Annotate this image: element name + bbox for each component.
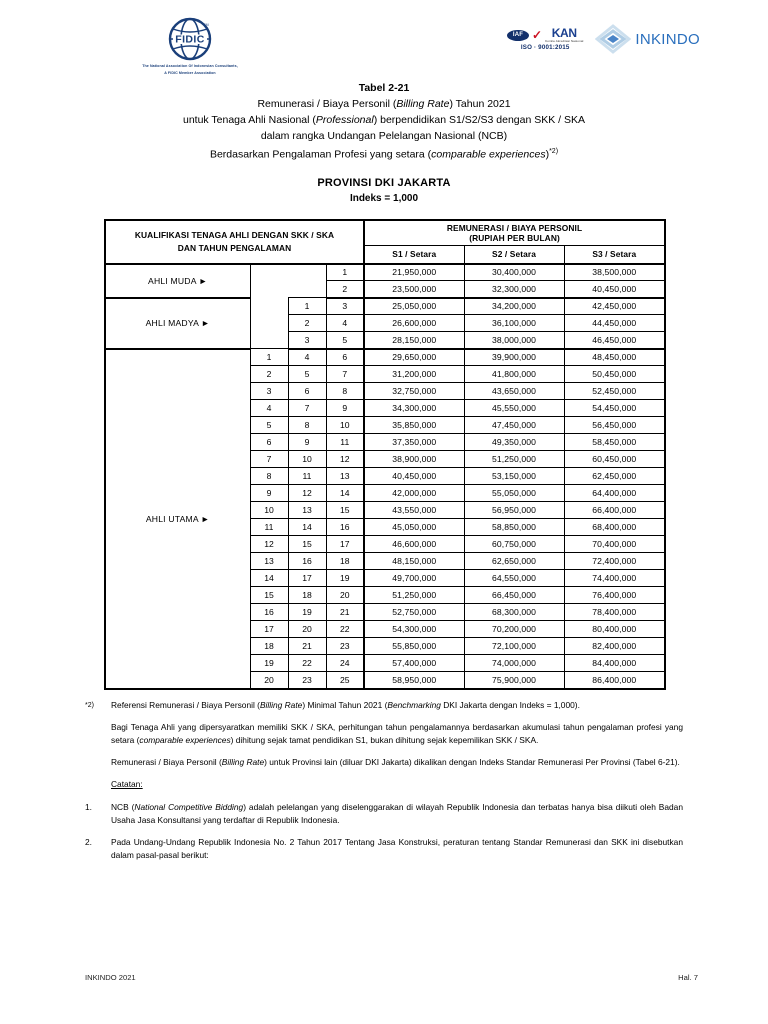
- year-col-muda: 20: [326, 587, 364, 604]
- rate-cell-s2: 56,950,000: [464, 502, 564, 519]
- table-body: [105, 264, 665, 689]
- year-col-utama: 2: [250, 366, 288, 383]
- footnote-text: [111, 699, 683, 712]
- footnote-italic-benchmarking: Benchmarking: [387, 699, 441, 710]
- year-col-madya: 22: [288, 655, 326, 672]
- rate-cell-s3: 38,500,000: [564, 264, 665, 281]
- rate-cell-s3: 40,450,000: [564, 281, 665, 298]
- year-col-madya: 23: [288, 672, 326, 689]
- rate-cell-s1: 48,150,000: [364, 553, 464, 570]
- year-col-madya: 19: [288, 604, 326, 621]
- rate-cell-s1: 43,550,000: [364, 502, 464, 519]
- year-col-madya: 3: [288, 332, 326, 349]
- paragraph-2-a: Remunerasi / Biaya Personil (: [111, 757, 222, 768]
- footnote-a: Referensi Remunerasi / Biaya Personil (: [111, 699, 260, 710]
- rate-cell-s3: 56,450,000: [564, 417, 665, 434]
- year-col-utama: 8: [250, 468, 288, 485]
- svg-text:TM: TM: [203, 23, 209, 27]
- rate-cell-s1: 32,750,000: [364, 383, 464, 400]
- year-col-madya: 1: [288, 298, 326, 315]
- table-number: Tabel 2-21: [358, 82, 410, 94]
- year-col-madya: 18: [288, 587, 326, 604]
- fidic-globe-icon: [167, 16, 213, 62]
- rate-cell-s1: 58,950,000: [364, 672, 464, 689]
- title-line1-a: Remunerasi / Biaya Personil (: [257, 98, 397, 110]
- kan-wordmark: KAN: [551, 26, 577, 40]
- title-footnote-marker: *2): [549, 148, 559, 155]
- fidic-subtitle-line2: A FIDIC Member Association: [164, 71, 216, 76]
- title-line2-a: untuk Tenaga Ahli Nasional (: [183, 114, 316, 126]
- title-line1-b: ) Tahun 2021: [449, 98, 511, 110]
- paragraph-2-spacer: [85, 756, 111, 769]
- footnote-row: [85, 699, 683, 712]
- catatan-item-2: [85, 836, 683, 862]
- year-col-utama: 15: [250, 587, 288, 604]
- catatan-heading-row: [85, 778, 683, 791]
- year-col-madya: 13: [288, 502, 326, 519]
- year-col-muda: 25: [326, 672, 364, 689]
- year-col-utama: 4: [250, 400, 288, 417]
- title-line-3: dalam rangka Undangan Pelelangan Nasional (NCB): [260, 130, 508, 142]
- year-col-utama: 16: [250, 604, 288, 621]
- year-col-muda: 7: [326, 366, 364, 383]
- table-row: [105, 298, 665, 315]
- year-col-utama: 9: [250, 485, 288, 502]
- year-col-madya: 21: [288, 638, 326, 655]
- catatan-item-1-text: [111, 801, 683, 827]
- header-col-s3: S3 / Setara: [564, 246, 665, 264]
- rate-cell-s1: 45,050,000: [364, 519, 464, 536]
- title-line-2: [0, 112, 768, 128]
- catatan-heading: Catatan:: [111, 779, 143, 790]
- rate-cell-s2: 41,800,000: [464, 366, 564, 383]
- rate-cell-s1: 25,050,000: [364, 298, 464, 315]
- rate-cell-s2: 30,400,000: [464, 264, 564, 281]
- year-col-muda: 4: [326, 315, 364, 332]
- rate-cell-s1: 37,350,000: [364, 434, 464, 451]
- rate-cell-s3: 60,450,000: [564, 451, 665, 468]
- kan-check-icon: ✓: [532, 28, 543, 42]
- rate-cell-s1: 54,300,000: [364, 621, 464, 638]
- kan-tagline: Komite Akreditasi Nasional: [545, 39, 584, 43]
- year-col-madya: 10: [288, 451, 326, 468]
- year-col-madya: 2: [288, 315, 326, 332]
- year-col-muda: 24: [326, 655, 364, 672]
- year-col-utama: 19: [250, 655, 288, 672]
- rate-cell-s1: 52,750,000: [364, 604, 464, 621]
- paragraph-1: [111, 721, 683, 747]
- year-col-utama: 20: [250, 672, 288, 689]
- year-col-madya: 11: [288, 468, 326, 485]
- province-name: PROVINSI DKI JAKARTA: [317, 176, 451, 189]
- footnote-b: ) Minimal Tahun 2021 (: [302, 699, 388, 710]
- year-col-madya: [288, 281, 326, 298]
- page-footer: [85, 973, 698, 982]
- footnote-c: DKI Jakarta dengan Indeks = 1,000).: [440, 699, 580, 710]
- rate-cell-s2: 66,450,000: [464, 587, 564, 604]
- rate-cell-s1: 35,850,000: [364, 417, 464, 434]
- catatan-item-2-text: Pada Undang-Undang Republik Indonesia No. 2 Tahun 2017 Tentang Jasa Konstruksi, peraturan tentang Standar Remunerasi dan SKK ini disebutkan dalam pasal-pasal berikut:: [111, 836, 683, 861]
- year-col-muda: 9: [326, 400, 364, 417]
- rate-cell-s2: 68,300,000: [464, 604, 564, 621]
- footer-left: INKINDO 2021: [85, 973, 136, 982]
- rate-cell-s3: 64,400,000: [564, 485, 665, 502]
- inkindo-logo: [595, 24, 700, 54]
- title-line4-italic: comparable experiences: [431, 148, 546, 161]
- rate-cell-s3: 62,450,000: [564, 468, 665, 485]
- table-header-row-1: [105, 220, 665, 246]
- title-line4-b: ): [545, 148, 550, 161]
- year-col-utama: 1: [250, 349, 288, 366]
- year-col-madya: 9: [288, 434, 326, 451]
- rate-cell-s1: 26,600,000: [364, 315, 464, 332]
- year-col-utama: 3: [250, 383, 288, 400]
- rate-cell-s1: 40,450,000: [364, 468, 464, 485]
- rate-cell-s3: 76,400,000: [564, 587, 665, 604]
- year-col-madya: 7: [288, 400, 326, 417]
- rate-cell-s2: 32,300,000: [464, 281, 564, 298]
- rate-cell-s3: 52,450,000: [564, 383, 665, 400]
- rate-cell-s2: 58,850,000: [464, 519, 564, 536]
- year-col-utama: 10: [250, 502, 288, 519]
- year-col-muda: 8: [326, 383, 364, 400]
- header-remuneration: [364, 220, 665, 246]
- rate-cell-s3: 78,400,000: [564, 604, 665, 621]
- svg-text:FIDIC: FIDIC: [175, 33, 205, 46]
- table-head: [105, 220, 665, 264]
- rate-cell-s1: 29,650,000: [364, 349, 464, 366]
- rate-cell-s2: 60,750,000: [464, 536, 564, 553]
- rate-cell-s2: 45,550,000: [464, 400, 564, 417]
- year-col-madya: 12: [288, 485, 326, 502]
- kan-accreditation-logo: [507, 27, 583, 51]
- year-col-utama: 13: [250, 553, 288, 570]
- year-col-utama: 18: [250, 638, 288, 655]
- year-col-utama: [250, 315, 288, 332]
- province-index: Indeks = 1,000: [349, 192, 419, 204]
- year-col-madya: 4: [288, 349, 326, 366]
- year-col-madya: 14: [288, 519, 326, 536]
- year-col-muda: 6: [326, 349, 364, 366]
- page-header: [0, 0, 768, 74]
- year-col-madya: [288, 264, 326, 281]
- province-block: [0, 175, 768, 206]
- year-col-muda: 13: [326, 468, 364, 485]
- year-col-madya: 5: [288, 366, 326, 383]
- rate-cell-s3: 48,450,000: [564, 349, 665, 366]
- year-col-muda: 23: [326, 638, 364, 655]
- rate-cell-s3: 70,400,000: [564, 536, 665, 553]
- year-col-utama: 17: [250, 621, 288, 638]
- table-row: [105, 264, 665, 281]
- rate-cell-s3: 82,400,000: [564, 638, 665, 655]
- year-col-utama: 7: [250, 451, 288, 468]
- rate-cell-s2: 53,150,000: [464, 468, 564, 485]
- rate-cell-s1: 42,000,000: [364, 485, 464, 502]
- right-logo-group: [507, 24, 700, 54]
- notes-section: [85, 699, 683, 863]
- year-col-utama: [250, 298, 288, 315]
- year-col-utama: 11: [250, 519, 288, 536]
- title-line2-b: ) berpendidikan S1/S2/S3 dengan SKK / SKA: [373, 114, 585, 126]
- year-col-madya: 15: [288, 536, 326, 553]
- rate-cell-s1: 55,850,000: [364, 638, 464, 655]
- paragraph-2: [111, 756, 683, 769]
- header-qualification-line1: KUALIFIKASI TENAGA AHLI DENGAN SKK / SKA: [134, 229, 335, 240]
- footer-page-number: Hal. 7: [678, 973, 698, 982]
- year-col-madya: 8: [288, 417, 326, 434]
- year-col-utama: 14: [250, 570, 288, 587]
- table-row: [105, 349, 665, 366]
- header-col-s1: S1 / Setara: [364, 246, 464, 264]
- year-col-madya: 20: [288, 621, 326, 638]
- year-col-muda: 21: [326, 604, 364, 621]
- year-col-muda: 1: [326, 264, 364, 281]
- fidic-logo: [130, 16, 250, 76]
- rate-cell-s3: 44,450,000: [564, 315, 665, 332]
- rate-cell-s3: 84,400,000: [564, 655, 665, 672]
- document-title-block: [0, 80, 768, 163]
- rate-cell-s2: 38,000,000: [464, 332, 564, 349]
- catatan-item-1-number: 1.: [85, 801, 92, 812]
- rate-cell-s1: 38,900,000: [364, 451, 464, 468]
- rate-cell-s2: 72,100,000: [464, 638, 564, 655]
- year-col-muda: 16: [326, 519, 364, 536]
- paragraph-2-italic: Billing Rate: [221, 757, 265, 768]
- rate-cell-s1: 31,200,000: [364, 366, 464, 383]
- fidic-subtitle-line1: The National Association Of Indonesian Consultants,: [142, 64, 238, 68]
- catatan-heading-wrap: [111, 778, 683, 791]
- year-col-muda: 15: [326, 502, 364, 519]
- qualification-label: AHLI MADYA ►: [105, 298, 250, 349]
- rate-cell-s2: 55,050,000: [464, 485, 564, 502]
- rate-cell-s3: 86,400,000: [564, 672, 665, 689]
- year-col-utama: 5: [250, 417, 288, 434]
- title-line4-a: Berdasarkan Pengalaman Profesi yang setara (: [209, 148, 432, 161]
- year-col-muda: 14: [326, 485, 364, 502]
- header-remuneration-line2: (RUPIAH PER BULAN): [469, 232, 560, 243]
- year-col-utama: [250, 332, 288, 349]
- paragraph-1-spacer: [85, 721, 111, 747]
- year-col-madya: 17: [288, 570, 326, 587]
- inkindo-diamond-icon: [595, 24, 631, 54]
- title-line1-italic: Billing Rate: [396, 98, 450, 110]
- paragraph-1-italic: comparable experiences: [139, 734, 231, 745]
- year-col-muda: 10: [326, 417, 364, 434]
- rate-cell-s1: 23,500,000: [364, 281, 464, 298]
- rate-cell-s2: 70,200,000: [464, 621, 564, 638]
- rate-cell-s3: 80,400,000: [564, 621, 665, 638]
- qualification-label: AHLI MUDA ►: [105, 264, 250, 298]
- year-col-utama: [250, 264, 288, 281]
- header-remuneration-line1: REMUNERASI / BIAYA PERSONIL: [446, 222, 583, 233]
- rate-cell-s3: 74,400,000: [564, 570, 665, 587]
- rate-cell-s2: 62,650,000: [464, 553, 564, 570]
- rate-cell-s2: 75,900,000: [464, 672, 564, 689]
- year-col-muda: 22: [326, 621, 364, 638]
- year-col-muda: 17: [326, 536, 364, 553]
- title-line2-italic: Professional: [315, 114, 374, 126]
- year-col-muda: 5: [326, 332, 364, 349]
- catatan-item-1-italic: National Competitive Bidding: [134, 801, 244, 812]
- title-line-4: [0, 144, 768, 163]
- year-col-madya: 16: [288, 553, 326, 570]
- rate-cell-s1: 51,250,000: [364, 587, 464, 604]
- rate-cell-s3: 54,450,000: [564, 400, 665, 417]
- paragraph-2-b: ) untuk Provinsi lain (diluar DKI Jakarta) dikalikan dengan Indeks Standar Remunerasi Per Provinsi (Tabel 6-21).: [264, 757, 680, 768]
- paragraph-1-a: Bagi Tenaga Ahli yang dipersyaratkan memiliki SKK / SKA, perhitungan tahun pengalamannya berdasarkan akumulasi tahun pengalaman profesi yang setara (: [111, 721, 683, 745]
- catatan-item-2-number: 2.: [85, 836, 92, 847]
- rate-cell-s2: 47,450,000: [464, 417, 564, 434]
- paragraph-1-b: ) dihitung sejak tamat pendidikan S1, bukan dihitung sejak kepemilikan SKK / SKA.: [230, 734, 539, 745]
- inkindo-wordmark: INKINDO: [635, 30, 700, 48]
- year-col-muda: 18: [326, 553, 364, 570]
- rate-cell-s1: 28,150,000: [364, 332, 464, 349]
- year-col-utama: 6: [250, 434, 288, 451]
- year-col-muda: 3: [326, 298, 364, 315]
- catatan-heading-spacer: [85, 778, 111, 791]
- year-col-muda: 19: [326, 570, 364, 587]
- catatan-item-1-b: ) adalah pelelangan yang diselenggarakan di wilayah Republik Indonesia dan terbatas hanya bisa diikuti oleh Badan Usaha Jasa Konsultansi yang terdaftar di Republik Indonesia.: [111, 801, 684, 825]
- rate-cell-s1: 49,700,000: [364, 570, 464, 587]
- catatan-item-1-a: NCB (: [111, 801, 135, 812]
- header-qualification-line2: DAN TAHUN PENGALAMAN: [177, 242, 292, 253]
- rate-cell-s3: 50,450,000: [564, 366, 665, 383]
- rate-cell-s2: 49,350,000: [464, 434, 564, 451]
- rate-cell-s2: 74,000,000: [464, 655, 564, 672]
- iaf-badge-icon: IAF: [507, 30, 529, 41]
- rate-cell-s2: 39,900,000: [464, 349, 564, 366]
- footnote-mark: *2): [85, 701, 94, 709]
- year-col-muda: 12: [326, 451, 364, 468]
- rate-cell-s3: 68,400,000: [564, 519, 665, 536]
- qualification-label: AHLI UTAMA ►: [105, 349, 250, 689]
- header-qualification: [105, 220, 364, 264]
- rate-cell-s3: 58,450,000: [564, 434, 665, 451]
- title-line-1: [0, 96, 768, 112]
- rate-cell-s3: 42,450,000: [564, 298, 665, 315]
- rate-cell-s3: 66,400,000: [564, 502, 665, 519]
- rate-cell-s1: 21,950,000: [364, 264, 464, 281]
- rate-cell-s2: 36,100,000: [464, 315, 564, 332]
- rate-cell-s3: 72,400,000: [564, 553, 665, 570]
- rate-cell-s3: 46,450,000: [564, 332, 665, 349]
- footnote-italic-billing-rate: Billing Rate: [259, 699, 303, 710]
- year-col-muda: 11: [326, 434, 364, 451]
- rate-cell-s2: 34,200,000: [464, 298, 564, 315]
- rate-cell-s2: 51,250,000: [464, 451, 564, 468]
- header-col-s2: S2 / Setara: [464, 246, 564, 264]
- year-col-utama: 12: [250, 536, 288, 553]
- rate-cell-s1: 57,400,000: [364, 655, 464, 672]
- rate-cell-s2: 64,550,000: [464, 570, 564, 587]
- catatan-item-1: [85, 801, 683, 827]
- paragraph-1-row: [85, 721, 683, 747]
- rate-cell-s1: 46,600,000: [364, 536, 464, 553]
- rate-cell-s2: 43,650,000: [464, 383, 564, 400]
- paragraph-2-row: [85, 756, 683, 769]
- iso-certification-label: ISO · 9001:2015: [520, 44, 570, 51]
- year-col-madya: 6: [288, 383, 326, 400]
- rate-cell-s1: 34,300,000: [364, 400, 464, 417]
- year-col-utama: [250, 281, 288, 298]
- rate-table-wrapper: [104, 219, 664, 690]
- year-col-muda: 2: [326, 281, 364, 298]
- remuneration-rate-table: [104, 219, 666, 690]
